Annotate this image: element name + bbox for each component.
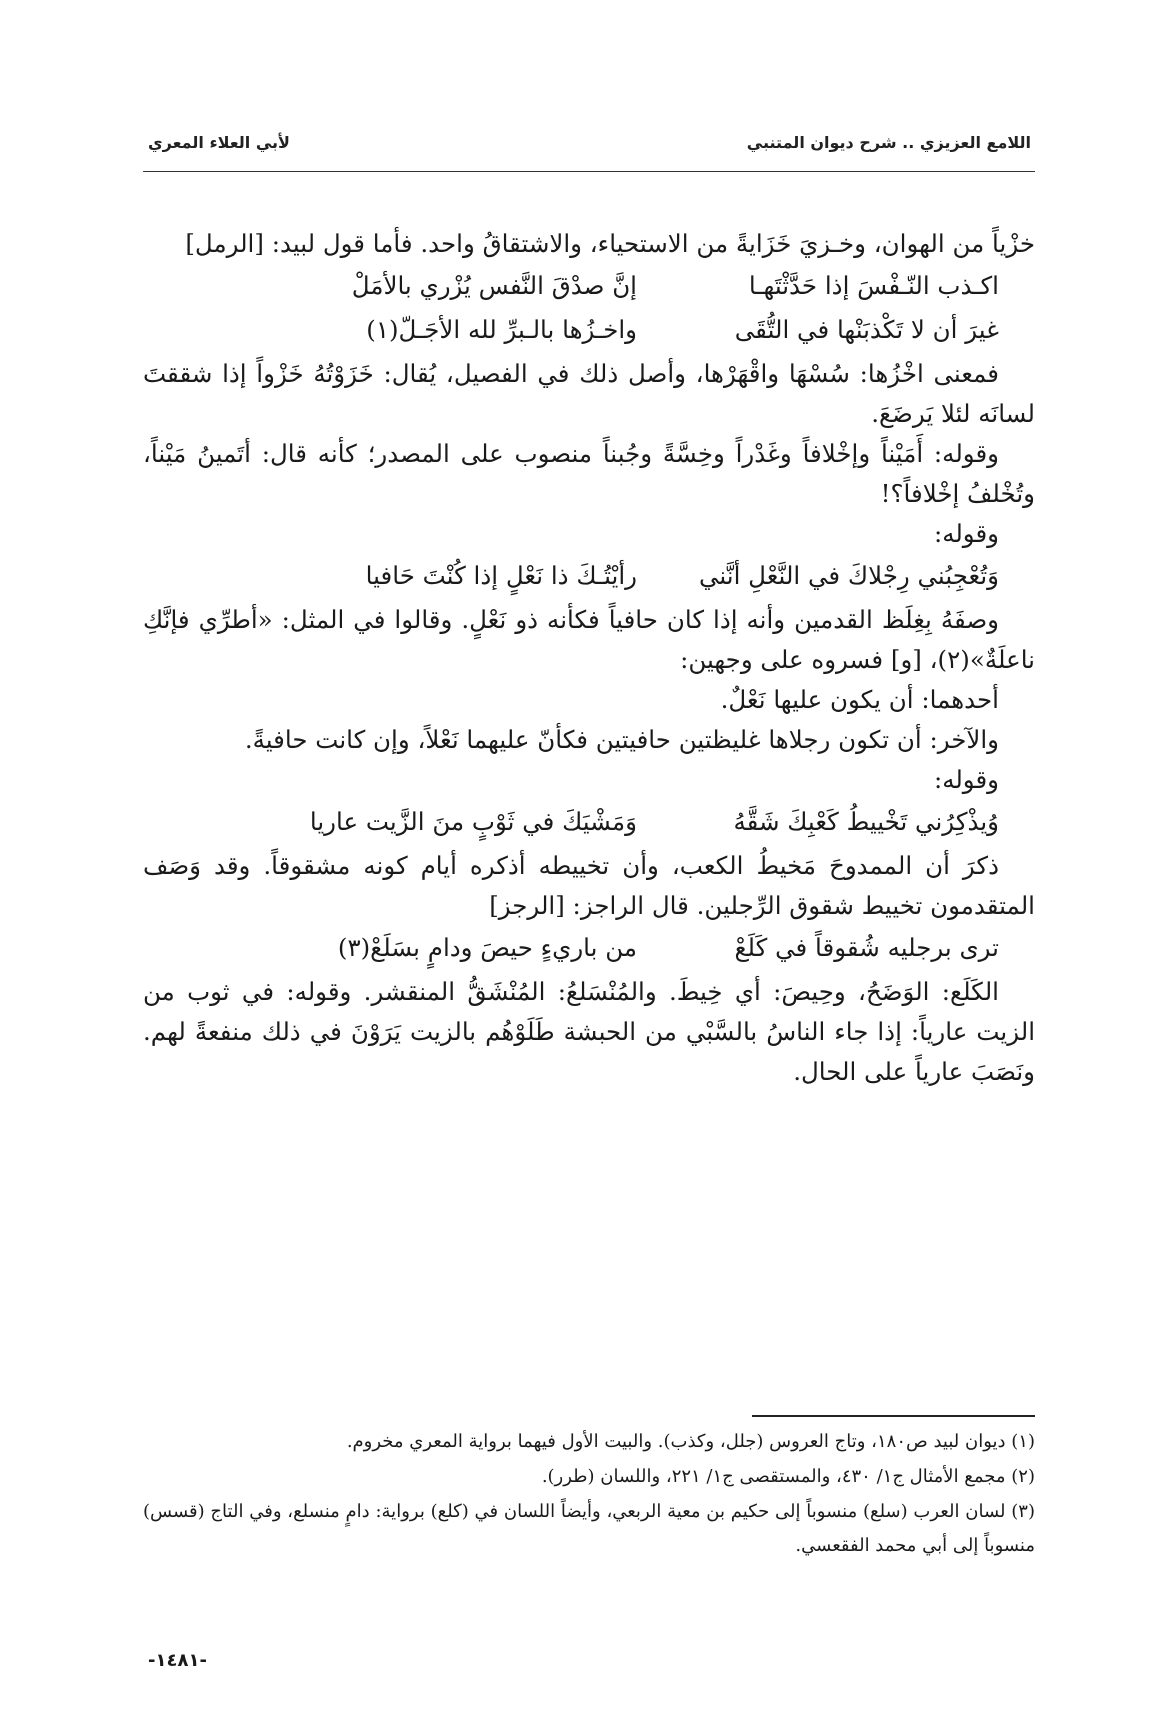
footnote: (١) ديوان لبيد ص١٨٠، وتاج العروس (جلل، وكذب). والبيت الأول فيهما برواية المعري مخروم. xyxy=(346,1431,1035,1452)
paragraph: الكَلَع: الوَضَحُ، وحِيصَ: أي خِيطَ. والمُنْسَلعُ: المُنْشَقُّ المنقشر. وقوله: في ثوب من الزيت عارياً: إذا جاء الناسُ بالسَّبْي من الحبشة طَلَوْهُم بالزيت يَرَوْنَ في ذلك منفعةً لهم. ونَصَبَ عارياً على الحال. xyxy=(143,977,1035,1086)
verse-second-hemistich: وَمَشْيَكَ في ثَوْبٍ منَ الزَّيت عاريا xyxy=(309,807,637,836)
paragraph: فمعنى اخْزُها: سُسْهَا واقْهَرْها، وأصل ذلك في الفصيل، يُقال: خَزَوْتُهُ خَزْواً إذا شققتَ لسانَه لئلا يَرضَعَ. xyxy=(143,359,1035,428)
footnotes xyxy=(143,1425,1035,1564)
paragraph: وصفَهُ بِغِلَظ القدمين وأنه إذا كان حافياً فكأنه ذو نَعْلٍ. وقالوا في المثل: «أطرِّي فإنَّكِ ناعلَةٌ»(٢)، [و] فسروه على وجهين: xyxy=(143,605,1035,674)
paragraph: خزْياً من الهوان، وخـزيَ خَزَايةً من الاستحياء، والاشتقاقُ واحد. فأما قول لبيد: [الرمل] xyxy=(185,229,1035,258)
page-number: -١٤٨١- xyxy=(148,1650,207,1671)
verse-first-hemistich: غيرَ أن لا تَكْذبَنْها في التُّقَى xyxy=(734,315,999,344)
paragraph: ذكرَ أن الممدوحَ مَخيطُ الكعب، وأن تخييطه أذكره أيام كونه مشقوقاً. وقد وَصَف المتقدمون تخييط شقوق الرِّجلين. قال الراجز: [الرجز] xyxy=(143,851,1035,920)
verse-line xyxy=(143,928,1035,968)
verse-second-hemistich: من باريءٍ حيصَ ودامٍ بسَلَعْ(٣) xyxy=(337,933,637,962)
verse-second-hemistich: واخـزُها بالـبرِّ لله الأجَـلّ(١) xyxy=(366,315,637,344)
verse-line xyxy=(143,266,1035,306)
verse-first-hemistich: اكـذب النّـفْسَ إذا حَدَّثْتَهـا xyxy=(748,271,999,300)
paragraph: وقوله: xyxy=(933,765,999,794)
paragraph: وقوله: أَمَيْناً وإخْلافاً وغَدْراً وخِسَّةً وجُبناً منصوب على المصدر؛ كأنه قال: أتَمينُ مَيْناً، وتُخْلفُ إخْلافاً؟! xyxy=(143,439,1035,508)
footnote: (٢) مجمع الأمثال ج١/ ٤٣٠، والمستقصى ج١/ ٢٢١، واللسان (طرر). xyxy=(541,1466,1035,1487)
running-author: لأبي العلاء المعري xyxy=(148,133,290,152)
verse-second-hemistich: إنَّ صدْقَ النَّفس يُزْري بالأمَلْ xyxy=(351,271,637,300)
verse-second-hemistich: رأيْتُـكَ ذا نَعْلٍ إذا كُنْتَ حَافيا xyxy=(365,561,637,590)
verse-first-hemistich: وُيذْكِرُني تَخْييطُ كَعْبِكَ شَقَّهُ xyxy=(733,807,999,836)
main-text xyxy=(143,224,1035,1092)
header-rule xyxy=(143,171,1035,172)
footnote-rule xyxy=(752,1415,1035,1417)
verse-line xyxy=(143,556,1035,596)
verse-line xyxy=(143,802,1035,842)
running-title: اللامع العزيزي .. شرح ديوان المتنبي xyxy=(746,133,1031,152)
verse-first-hemistich: ترى برجليه شُقوقاً في كَلَعْ xyxy=(734,933,999,962)
verse-first-hemistich: وَتُعْجِبُني رِجْلاكَ في النَّعْلِ أنَّني xyxy=(698,561,999,590)
footnote: (٣) لسان العرب (سلع) منسوباً إلى حكيم بن معية الربعي، وأيضاً اللسان في (كلع) برواية: دامٍ منسلع، وفي التاج (قسس) منسوباً إلى أبي محمد الفقعسي. xyxy=(143,1501,1035,1556)
paragraph: أحدهما: أن يكون عليها نَعْلٌ. xyxy=(720,685,999,714)
paragraph: والآخر: أن تكون رجلاها غليظتين حافيتين فكأنّ عليهما نَعْلاً، وإن كانت حافيةً. xyxy=(244,725,999,754)
verse-line xyxy=(143,310,1035,350)
paragraph: وقوله: xyxy=(933,519,999,548)
